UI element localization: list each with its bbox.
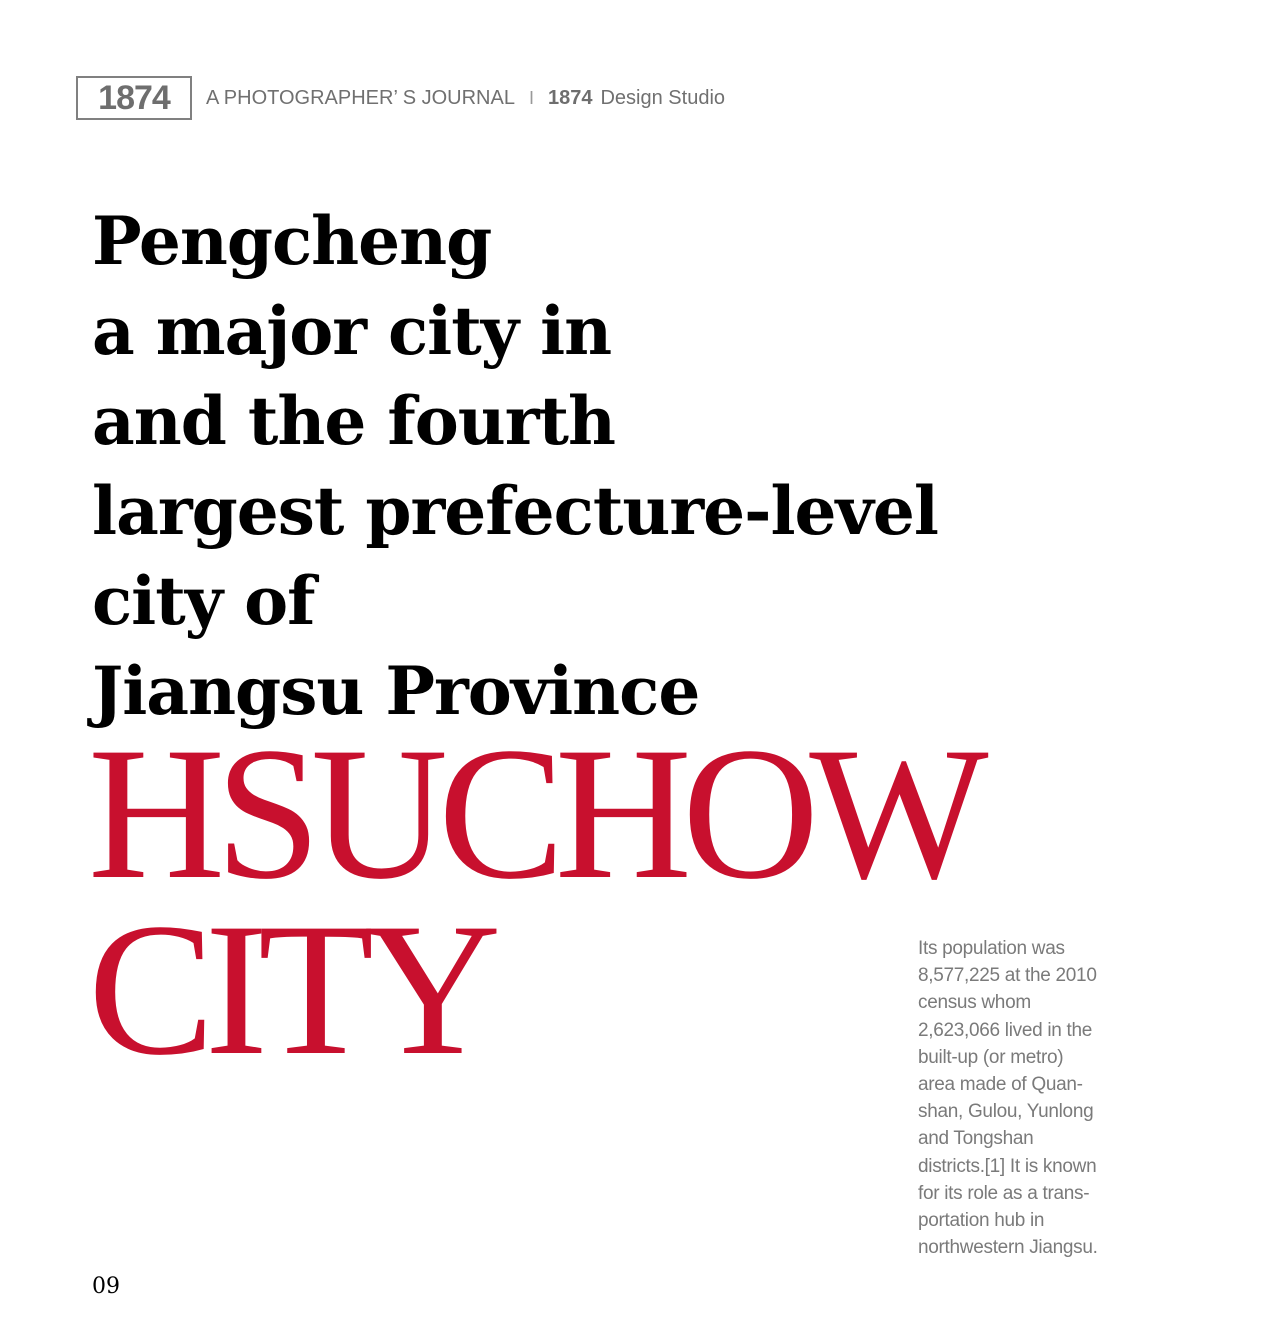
journal-title: A PHOTOGRAPHER’ S JOURNAL: [206, 86, 515, 109]
body-line: and Tongshan: [918, 1128, 1034, 1150]
body-line: for its role as a trans-: [918, 1182, 1090, 1204]
headline-line: largest prefecture-level: [92, 472, 938, 550]
headline: [92, 196, 938, 736]
body-line: area made of Quan-: [918, 1074, 1083, 1096]
studio-name: Design Studio: [600, 86, 726, 109]
body-line: shan, Gulou, Yunlong: [918, 1101, 1094, 1123]
headline-line: city of: [92, 562, 315, 640]
page-number: 09: [92, 1274, 120, 1299]
masthead: [76, 74, 725, 122]
tagline: [206, 87, 725, 110]
headline-line: and the fourth: [92, 382, 615, 460]
body-line: districts.[1] It is known: [918, 1155, 1097, 1177]
body-line: census whom: [918, 992, 1031, 1014]
body-line: northwestern Jiangsu.: [918, 1237, 1098, 1259]
city-title-line: HSUCHOW: [88, 709, 979, 919]
body-line: 2,623,066 lived in the: [918, 1019, 1093, 1041]
headline-line: Pengcheng: [92, 202, 492, 280]
city-title-line: CITY: [88, 885, 492, 1095]
body-line: 8,577,225 at the 2010: [918, 965, 1097, 987]
body-line: Its population was: [918, 938, 1065, 959]
headline-line: a major city in: [92, 292, 612, 370]
city-title: [88, 709, 979, 1095]
body-line: built-up (or metro): [918, 1046, 1064, 1068]
studio-number: 1874: [547, 86, 593, 109]
logo-box: 1874: [76, 76, 192, 120]
body-line: portation hub in: [918, 1210, 1045, 1232]
headline-line: Jiangsu Province: [92, 652, 700, 730]
separator: I: [528, 87, 534, 108]
body-copy: [918, 935, 1148, 1261]
